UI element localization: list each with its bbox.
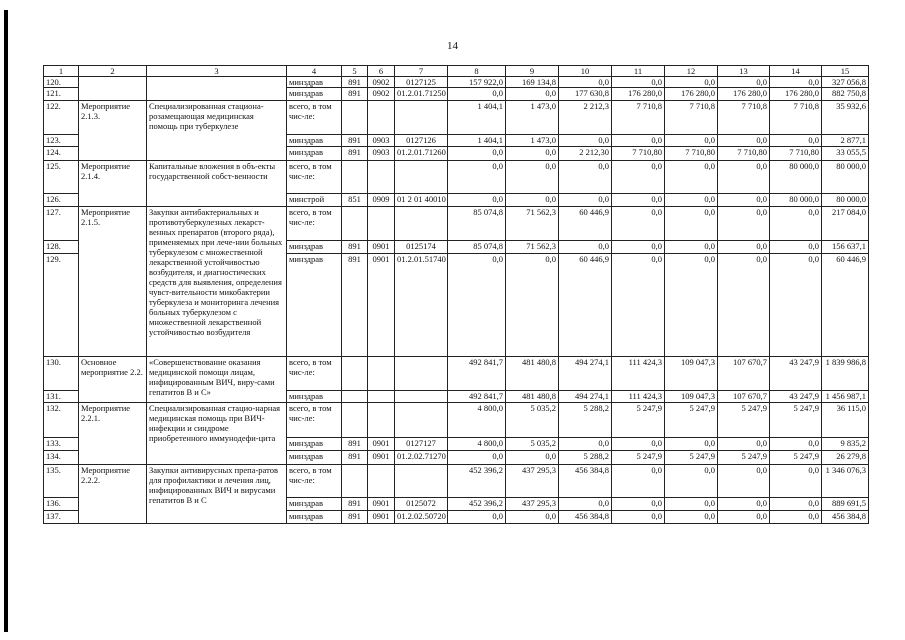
measure-cell: Мероприятие 2.2.2. bbox=[79, 465, 147, 524]
code-cell: 891 bbox=[342, 451, 368, 465]
value-cell: 111 424,3 bbox=[612, 391, 665, 403]
code-cell: 891 bbox=[342, 438, 368, 451]
row-number: 126. bbox=[44, 194, 79, 207]
value-cell: 0,0 bbox=[770, 135, 822, 147]
code-cell: 01 2 01 40010 bbox=[395, 194, 448, 207]
code-cell bbox=[368, 357, 395, 391]
value-cell: 0,0 bbox=[665, 465, 718, 498]
total-cell: 889 691,5 bbox=[822, 498, 869, 511]
total-cell: 1 346 076,3 bbox=[822, 465, 869, 498]
code-cell bbox=[368, 465, 395, 498]
value-cell: 43 247,9 bbox=[770, 357, 822, 391]
value-cell: 176 280,0 bbox=[718, 88, 770, 101]
value-cell: 4 800,0 bbox=[448, 438, 506, 451]
value-cell: 85 074,8 bbox=[448, 241, 506, 254]
value-cell: 0,0 bbox=[665, 194, 718, 207]
column-header: 5 bbox=[342, 66, 368, 77]
code-cell: 01.2.02.71270 bbox=[395, 451, 448, 465]
value-cell: 0,0 bbox=[506, 88, 559, 101]
value-cell: 5 035,2 bbox=[506, 403, 559, 438]
table-row bbox=[44, 77, 869, 88]
value-cell: 5 247,9 bbox=[612, 451, 665, 465]
value-cell: 0,0 bbox=[612, 498, 665, 511]
value-cell: 0,0 bbox=[665, 254, 718, 357]
code-cell bbox=[342, 101, 368, 135]
code-cell: 01.2.01.71250 bbox=[395, 88, 448, 101]
value-cell: 0,0 bbox=[612, 161, 665, 194]
column-header: 2 bbox=[79, 66, 147, 77]
value-cell: 0,0 bbox=[448, 451, 506, 465]
total-cell: 80 000,0 bbox=[822, 161, 869, 194]
value-cell: 7 710,8 bbox=[665, 101, 718, 135]
code-cell: 891 bbox=[342, 147, 368, 161]
value-cell: 492 841,7 bbox=[448, 391, 506, 403]
value-cell: 0,0 bbox=[612, 465, 665, 498]
value-cell: 452 396,2 bbox=[448, 465, 506, 498]
code-cell: 0127127 bbox=[395, 438, 448, 451]
value-cell: 1 473,0 bbox=[506, 135, 559, 147]
column-header: 4 bbox=[287, 66, 342, 77]
table-row bbox=[44, 161, 869, 194]
value-cell: 60 446,9 bbox=[559, 207, 612, 241]
total-cell: 156 637,1 bbox=[822, 241, 869, 254]
value-cell: 0,0 bbox=[448, 254, 506, 357]
code-cell bbox=[368, 161, 395, 194]
total-cell: 327 056,8 bbox=[822, 77, 869, 88]
code-cell: 0901 bbox=[368, 438, 395, 451]
value-cell: 7 710,8 bbox=[718, 101, 770, 135]
code-cell: 0125174 bbox=[395, 241, 448, 254]
table-row bbox=[44, 403, 869, 438]
value-cell: 0,0 bbox=[559, 194, 612, 207]
value-cell: 0,0 bbox=[448, 511, 506, 524]
value-cell: 0,0 bbox=[718, 161, 770, 194]
measure-cell: Основное мероприятие 2.2. bbox=[79, 357, 147, 403]
code-cell: 0127126 bbox=[395, 135, 448, 147]
value-cell: 0,0 bbox=[718, 438, 770, 451]
description-cell: «Совершенствование оказания медицинской помощи лицам, инфицированным ВИЧ, виру-сами гепатитов В и С» bbox=[147, 357, 287, 403]
value-cell: 0,0 bbox=[612, 438, 665, 451]
column-header: 7 bbox=[395, 66, 448, 77]
value-cell: 0,0 bbox=[665, 498, 718, 511]
value-cell: 492 841,7 bbox=[448, 357, 506, 391]
total-cell: 60 446,9 bbox=[822, 254, 869, 357]
column-header: 10 bbox=[559, 66, 612, 77]
code-cell bbox=[395, 403, 448, 438]
table-row bbox=[44, 101, 869, 135]
value-cell: 107 670,7 bbox=[718, 357, 770, 391]
column-header: 13 bbox=[718, 66, 770, 77]
column-header: 1 bbox=[44, 66, 79, 77]
code-cell bbox=[395, 101, 448, 135]
table-row bbox=[44, 357, 869, 391]
executor-cell: всего, в том чис-ле: bbox=[287, 207, 342, 241]
value-cell: 0,0 bbox=[612, 254, 665, 357]
row-number: 129. bbox=[44, 254, 79, 357]
value-cell: 43 247,9 bbox=[770, 391, 822, 403]
value-cell: 0,0 bbox=[506, 511, 559, 524]
code-cell bbox=[342, 391, 368, 403]
code-cell: 0901 bbox=[368, 241, 395, 254]
description-cell: Специализированная стацио-нарная медицинская помощь при ВИЧ-инфекции и синдроме приобретенного иммунодефи-цита bbox=[147, 403, 287, 465]
row-number: 136. bbox=[44, 498, 79, 511]
code-cell: 891 bbox=[342, 511, 368, 524]
value-cell: 1 404,1 bbox=[448, 135, 506, 147]
value-cell: 452 396,2 bbox=[448, 498, 506, 511]
table-row bbox=[44, 465, 869, 498]
value-cell: 494 274,1 bbox=[559, 391, 612, 403]
value-cell: 0,0 bbox=[665, 161, 718, 194]
value-cell: 7 710,8 bbox=[770, 101, 822, 135]
value-cell: 85 074,8 bbox=[448, 207, 506, 241]
code-cell bbox=[395, 357, 448, 391]
code-cell: 01.2.02.50720 bbox=[395, 511, 448, 524]
table-body bbox=[44, 77, 869, 524]
value-cell: 176 280,0 bbox=[770, 88, 822, 101]
value-cell: 1 404,1 bbox=[448, 101, 506, 135]
value-cell: 0,0 bbox=[612, 207, 665, 241]
value-cell: 456 384,8 bbox=[559, 511, 612, 524]
measure-cell bbox=[79, 77, 147, 101]
column-header: 8 bbox=[448, 66, 506, 77]
value-cell: 0,0 bbox=[612, 77, 665, 88]
header-row bbox=[44, 66, 869, 77]
value-cell: 0,0 bbox=[770, 511, 822, 524]
code-cell: 891 bbox=[342, 241, 368, 254]
total-cell: 1 839 986,8 bbox=[822, 357, 869, 391]
executor-cell: минздрав bbox=[287, 391, 342, 403]
value-cell: 0,0 bbox=[506, 161, 559, 194]
row-number: 134. bbox=[44, 451, 79, 465]
value-cell: 0,0 bbox=[665, 438, 718, 451]
row-number: 125. bbox=[44, 161, 79, 194]
executor-cell: минздрав bbox=[287, 147, 342, 161]
value-cell: 80 000,0 bbox=[770, 194, 822, 207]
value-cell: 109 047,3 bbox=[665, 357, 718, 391]
value-cell: 0,0 bbox=[718, 207, 770, 241]
executor-cell: минздрав bbox=[287, 438, 342, 451]
code-cell: 0901 bbox=[368, 511, 395, 524]
total-cell: 882 750,8 bbox=[822, 88, 869, 101]
executor-cell: минстрой bbox=[287, 194, 342, 207]
executor-cell: минздрав bbox=[287, 241, 342, 254]
value-cell: 0,0 bbox=[665, 207, 718, 241]
value-cell: 0,0 bbox=[448, 88, 506, 101]
row-number: 133. bbox=[44, 438, 79, 451]
value-cell: 0,0 bbox=[665, 511, 718, 524]
row-number: 123. bbox=[44, 135, 79, 147]
executor-cell: минздрав bbox=[287, 498, 342, 511]
total-cell: 217 084,0 bbox=[822, 207, 869, 241]
measure-cell: Мероприятие 2.1.4. bbox=[79, 161, 147, 207]
code-cell bbox=[342, 403, 368, 438]
code-cell bbox=[395, 207, 448, 241]
value-cell: 0,0 bbox=[770, 77, 822, 88]
code-cell: 0127125 bbox=[395, 77, 448, 88]
code-cell bbox=[395, 161, 448, 194]
total-cell: 9 835,2 bbox=[822, 438, 869, 451]
description-cell: Закупки антивирусных препа-ратов для профилактики и лечения лиц, инфицированных ВИЧ и вирусами гепатитов В и С bbox=[147, 465, 287, 524]
value-cell: 7 710,80 bbox=[718, 147, 770, 161]
row-number: 137. bbox=[44, 511, 79, 524]
value-cell: 71 562,3 bbox=[506, 241, 559, 254]
code-cell: 0902 bbox=[368, 77, 395, 88]
executor-cell: минздрав bbox=[287, 77, 342, 88]
code-cell bbox=[395, 465, 448, 498]
row-number: 122. bbox=[44, 101, 79, 135]
executor-cell: минздрав bbox=[287, 135, 342, 147]
value-cell: 177 630,8 bbox=[559, 88, 612, 101]
value-cell: 5 247,9 bbox=[718, 403, 770, 438]
value-cell: 60 446,9 bbox=[559, 254, 612, 357]
total-cell: 26 279,8 bbox=[822, 451, 869, 465]
code-cell: 891 bbox=[342, 88, 368, 101]
column-header: 6 bbox=[368, 66, 395, 77]
code-cell bbox=[368, 391, 395, 403]
executor-cell: всего, в том чис-ле: bbox=[287, 465, 342, 498]
value-cell: 0,0 bbox=[559, 438, 612, 451]
page-number: 14 bbox=[447, 40, 458, 52]
value-cell: 0,0 bbox=[665, 241, 718, 254]
value-cell: 0,0 bbox=[506, 194, 559, 207]
column-header: 9 bbox=[506, 66, 559, 77]
value-cell: 0,0 bbox=[718, 254, 770, 357]
value-cell: 0,0 bbox=[718, 194, 770, 207]
value-cell: 111 424,3 bbox=[612, 357, 665, 391]
value-cell: 0,0 bbox=[718, 77, 770, 88]
executor-cell: минздрав bbox=[287, 511, 342, 524]
value-cell: 481 480,8 bbox=[506, 357, 559, 391]
value-cell: 0,0 bbox=[718, 511, 770, 524]
value-cell: 5 247,9 bbox=[665, 451, 718, 465]
value-cell: 0,0 bbox=[448, 194, 506, 207]
value-cell: 456 384,8 bbox=[559, 465, 612, 498]
row-number: 124. bbox=[44, 147, 79, 161]
code-cell: 0901 bbox=[368, 254, 395, 357]
description-cell bbox=[147, 77, 287, 101]
value-cell: 437 295,3 bbox=[506, 465, 559, 498]
budget-table bbox=[43, 65, 869, 524]
executor-cell: всего, в том чис-ле: bbox=[287, 403, 342, 438]
code-cell: 891 bbox=[342, 77, 368, 88]
row-number: 131. bbox=[44, 391, 79, 403]
code-cell: 0903 bbox=[368, 147, 395, 161]
executor-cell: всего, в том чис-ле: bbox=[287, 357, 342, 391]
column-header: 11 bbox=[612, 66, 665, 77]
value-cell: 0,0 bbox=[559, 77, 612, 88]
executor-cell: всего, в том чис-ле: bbox=[287, 161, 342, 194]
column-header: 3 bbox=[147, 66, 287, 77]
description-cell: Закупки антибактериальных и противотуберкулезных лекарст-венных препаратов (второго ряда), применяемых при лече-нии больных туберкулезом с множественной лекарственной устойчивостью возбудителя, и диагностических средств для выявления, определения чувст-вительности микобактерии туберкулеза и мониторинга лечения больных туберкулезом с множественной лекарственной устойчивостью возбудителя bbox=[147, 207, 287, 357]
total-cell: 80 000,0 bbox=[822, 194, 869, 207]
value-cell: 0,0 bbox=[506, 147, 559, 161]
value-cell: 7 710,80 bbox=[770, 147, 822, 161]
value-cell: 0,0 bbox=[612, 194, 665, 207]
value-cell: 80 000,0 bbox=[770, 161, 822, 194]
value-cell: 0,0 bbox=[612, 241, 665, 254]
code-cell: 0909 bbox=[368, 194, 395, 207]
row-number: 132. bbox=[44, 403, 79, 438]
value-cell: 5 288,2 bbox=[559, 451, 612, 465]
value-cell: 0,0 bbox=[448, 161, 506, 194]
value-cell: 2 212,3 bbox=[559, 101, 612, 135]
row-number: 120. bbox=[44, 77, 79, 88]
value-cell: 0,0 bbox=[559, 498, 612, 511]
value-cell: 176 280,0 bbox=[665, 88, 718, 101]
value-cell: 0,0 bbox=[770, 438, 822, 451]
value-cell: 5 247,9 bbox=[612, 403, 665, 438]
code-cell: 01.2.01.51740 bbox=[395, 254, 448, 357]
code-cell: 01.2.01.71260 bbox=[395, 147, 448, 161]
total-cell: 1 456 987,1 bbox=[822, 391, 869, 403]
value-cell: 481 480,8 bbox=[506, 391, 559, 403]
executor-cell: минздрав bbox=[287, 88, 342, 101]
value-cell: 0,0 bbox=[612, 511, 665, 524]
code-cell: 0903 bbox=[368, 135, 395, 147]
code-cell: 891 bbox=[342, 254, 368, 357]
code-cell: 0125072 bbox=[395, 498, 448, 511]
total-cell: 35 932,6 bbox=[822, 101, 869, 135]
value-cell: 5 247,9 bbox=[718, 451, 770, 465]
value-cell: 5 288,2 bbox=[559, 403, 612, 438]
value-cell: 0,0 bbox=[718, 465, 770, 498]
code-cell: 891 bbox=[342, 498, 368, 511]
binding-margin-line bbox=[4, 10, 8, 632]
value-cell: 7 710,80 bbox=[665, 147, 718, 161]
column-header: 12 bbox=[665, 66, 718, 77]
value-cell: 176 280,0 bbox=[612, 88, 665, 101]
value-cell: 5 247,9 bbox=[770, 451, 822, 465]
value-cell: 0,0 bbox=[448, 147, 506, 161]
executor-cell: минздрав bbox=[287, 451, 342, 465]
value-cell: 0,0 bbox=[506, 254, 559, 357]
measure-cell: Мероприятие 2.1.5. bbox=[79, 207, 147, 357]
code-cell bbox=[342, 357, 368, 391]
total-cell: 33 055,5 bbox=[822, 147, 869, 161]
value-cell: 0,0 bbox=[718, 498, 770, 511]
value-cell: 71 562,3 bbox=[506, 207, 559, 241]
value-cell: 7 710,8 bbox=[612, 101, 665, 135]
measure-cell: Мероприятие 2.2.1. bbox=[79, 403, 147, 465]
code-cell bbox=[368, 101, 395, 135]
executor-cell: всего, в том чис-ле: bbox=[287, 101, 342, 135]
row-number: 130. bbox=[44, 357, 79, 391]
code-cell: 0901 bbox=[368, 498, 395, 511]
row-number: 135. bbox=[44, 465, 79, 498]
code-cell bbox=[342, 207, 368, 241]
value-cell: 4 800,0 bbox=[448, 403, 506, 438]
description-cell: Капитальные вложения в объ-екты государственной собст-венности bbox=[147, 161, 287, 207]
value-cell: 0,0 bbox=[770, 241, 822, 254]
value-cell: 0,0 bbox=[718, 135, 770, 147]
value-cell: 0,0 bbox=[506, 451, 559, 465]
executor-cell: минздрав bbox=[287, 254, 342, 357]
value-cell: 5 247,9 bbox=[665, 403, 718, 438]
code-cell: 0901 bbox=[368, 451, 395, 465]
table-row bbox=[44, 207, 869, 241]
value-cell: 157 922,0 bbox=[448, 77, 506, 88]
value-cell: 0,0 bbox=[559, 161, 612, 194]
value-cell: 494 274,1 bbox=[559, 357, 612, 391]
value-cell: 0,0 bbox=[770, 465, 822, 498]
value-cell: 1 473,0 bbox=[506, 101, 559, 135]
row-number: 128. bbox=[44, 241, 79, 254]
value-cell: 0,0 bbox=[770, 207, 822, 241]
code-cell: 0902 bbox=[368, 88, 395, 101]
value-cell: 0,0 bbox=[559, 135, 612, 147]
value-cell: 109 047,3 bbox=[665, 391, 718, 403]
total-cell: 2 877,1 bbox=[822, 135, 869, 147]
value-cell: 0,0 bbox=[559, 241, 612, 254]
value-cell: 7 710,80 bbox=[612, 147, 665, 161]
total-cell: 456 384,8 bbox=[822, 511, 869, 524]
value-cell: 5 035,2 bbox=[506, 438, 559, 451]
measure-cell: Мероприятие 2.1.3. bbox=[79, 101, 147, 161]
column-header: 15 bbox=[822, 66, 869, 77]
value-cell: 107 670,7 bbox=[718, 391, 770, 403]
code-cell: 851 bbox=[342, 194, 368, 207]
value-cell: 0,0 bbox=[718, 241, 770, 254]
value-cell: 2 212,30 bbox=[559, 147, 612, 161]
value-cell: 0,0 bbox=[770, 254, 822, 357]
value-cell: 5 247,9 bbox=[770, 403, 822, 438]
column-header: 14 bbox=[770, 66, 822, 77]
value-cell: 0,0 bbox=[770, 498, 822, 511]
code-cell bbox=[395, 391, 448, 403]
row-number: 121. bbox=[44, 88, 79, 101]
value-cell: 0,0 bbox=[665, 77, 718, 88]
value-cell: 0,0 bbox=[665, 135, 718, 147]
total-cell: 36 115,0 bbox=[822, 403, 869, 438]
value-cell: 437 295,3 bbox=[506, 498, 559, 511]
code-cell bbox=[368, 207, 395, 241]
code-cell: 891 bbox=[342, 135, 368, 147]
description-cell: Специализированная стациона-розамещающая медицинская помощь при туберкулезе bbox=[147, 101, 287, 161]
code-cell bbox=[342, 465, 368, 498]
code-cell bbox=[368, 403, 395, 438]
code-cell bbox=[342, 161, 368, 194]
row-number: 127. bbox=[44, 207, 79, 241]
value-cell: 0,0 bbox=[612, 135, 665, 147]
value-cell: 169 134,8 bbox=[506, 77, 559, 88]
